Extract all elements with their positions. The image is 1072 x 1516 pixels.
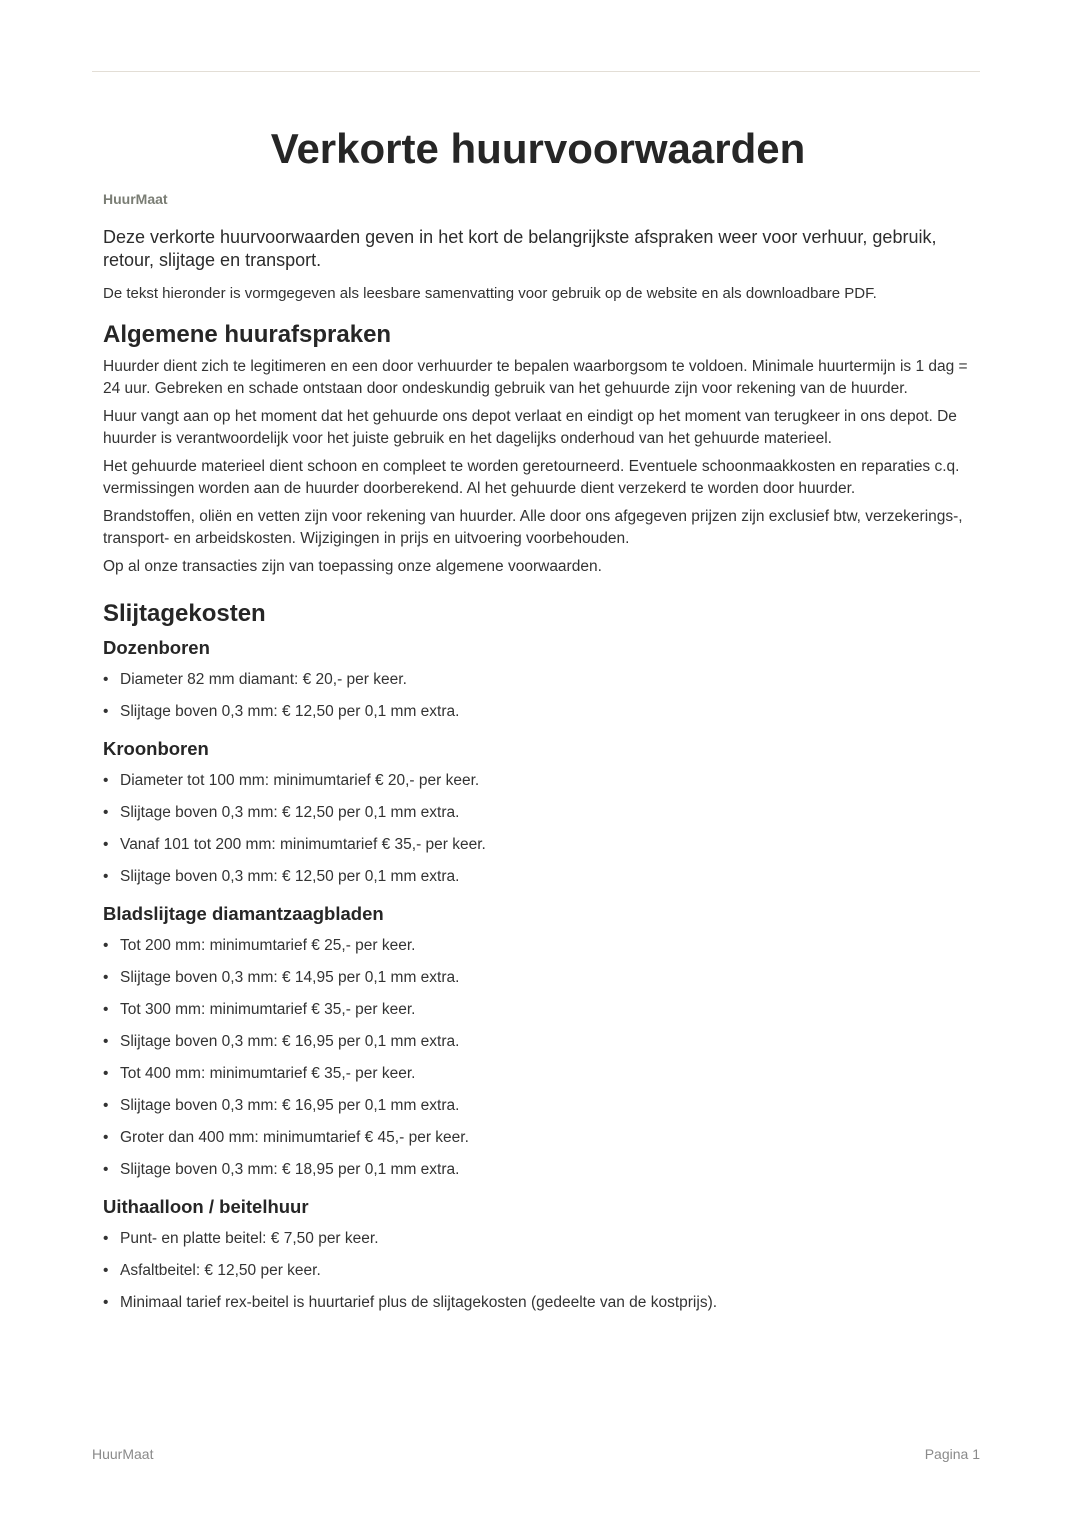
item-list-dozenboren: [103, 664, 973, 728]
intro-note: De tekst hieronder is vormgegeven als leesbare samenvatting voor gebruik op de website en als downloadbare PDF.: [103, 285, 877, 302]
bullet-icon: •: [103, 1000, 109, 1018]
section-heading-general: Algemene huurafspraken: [103, 321, 392, 348]
list-item: [103, 664, 973, 696]
bullet-icon: •: [103, 968, 109, 986]
list-item-text: Tot 300 mm: minimumtarief € 35,- per keer.: [120, 1000, 416, 1018]
subsection-heading-dozenboren: Dozenboren: [103, 636, 210, 658]
list-item-text: Slijtage boven 0,3 mm: € 16,95 per 0,1 mm extra.: [120, 1096, 460, 1114]
section-heading-wear-costs: Slijtagekosten: [103, 599, 266, 627]
page-number: Pagina 1: [924, 1446, 980, 1462]
list-item-text: Asfaltbeitel: € 12,50 per keer.: [120, 1261, 321, 1279]
paragraph: Brandstoffen, oliën en vetten zijn voor rekening van huurder. Alle door ons afgegeven prijzen zijn exclusief btw, verzekerings-, transport- en arbeidskosten. Wijzigingen in prijs en uitvoering voorbehouden.: [103, 508, 963, 547]
list-item-text: Slijtage boven 0,3 mm: € 14,95 per 0,1 mm extra.: [120, 968, 460, 986]
list-item: [103, 1058, 973, 1090]
bullet-icon: •: [103, 1128, 109, 1146]
bullet-icon: •: [103, 1064, 109, 1082]
header-divider: [92, 71, 980, 72]
list-item-text: Diameter tot 100 mm: minimumtarief € 20,- per keer.: [120, 771, 480, 789]
bullet-icon: •: [103, 771, 109, 789]
list-item-text: Slijtage boven 0,3 mm: € 12,50 per 0,1 mm extra.: [120, 803, 460, 821]
item-list-kroonboren: [103, 765, 973, 893]
bullet-icon: •: [103, 1032, 109, 1050]
list-item: [103, 994, 973, 1026]
paragraph: Het gehuurde materieel dient schoon en compleet te worden geretourneerd. Eventuele schoonmaakkosten en reparaties c.q. vermissingen worden aan de huurder doorberekend. Al het gehuurde dient verzekerd te worden door huurder.: [103, 458, 960, 497]
list-item: [103, 1026, 973, 1058]
list-item: [103, 1090, 973, 1122]
brand-name: HuurMaat: [103, 191, 168, 207]
document-body: [103, 123, 973, 1319]
list-item-text: Punt- en platte beitel: € 7,50 per keer.: [120, 1229, 379, 1247]
list-item: [103, 1122, 973, 1154]
list-item: [103, 797, 973, 829]
bullet-icon: •: [103, 1160, 109, 1178]
list-item-text: Slijtage boven 0,3 mm: € 12,50 per 0,1 mm extra.: [120, 867, 460, 885]
list-item-text: Slijtage boven 0,3 mm: € 18,95 per 0,1 mm extra.: [120, 1160, 460, 1178]
list-item-text: Tot 200 mm: minimumtarief € 25,- per keer.: [120, 936, 416, 954]
page-title: Verkorte huurvoorwaarden: [270, 125, 806, 172]
list-item-text: Minimaal tarief rex-beitel is huurtarief plus de slijtagekosten (gedeelte van de kostprijs).: [120, 1293, 718, 1311]
bullet-icon: •: [103, 670, 109, 688]
list-item-text: Groter dan 400 mm: minimumtarief € 45,- per keer.: [120, 1128, 469, 1146]
list-item: [103, 1287, 973, 1319]
footer-brand: HuurMaat: [92, 1446, 154, 1462]
bullet-icon: •: [103, 1229, 109, 1247]
list-item-text: Slijtage boven 0,3 mm: € 16,95 per 0,1 mm extra.: [120, 1032, 460, 1050]
paragraph: Huurder dient zich te legitimeren en een door verhuurder te bepalen waarborgsom te voldoen. Minimale huurtermijn is 1 dag = 24 uur. Gebreken en schade ontstaan door ondeskundig gebruik van het gehuurde zijn voor rekening van de huurder.: [103, 358, 968, 397]
list-item-text: Slijtage boven 0,3 mm: € 12,50 per 0,1 mm extra.: [120, 702, 460, 720]
list-item: [103, 1154, 973, 1186]
list-item: [103, 861, 973, 893]
list-item: [103, 765, 973, 797]
paragraph: Huur vangt aan op het moment dat het gehuurde ons depot verlaat en eindigt op het moment van terugkeer in ons depot. De huurder is verantwoordelijk voor het juiste gebruik en het dagelijks onderhoud van het gehuurde materieel.: [103, 408, 957, 447]
item-list-chisel-hire: [103, 1223, 973, 1319]
bullet-icon: •: [103, 1261, 109, 1279]
item-list-saw-blades: [103, 930, 973, 1186]
list-item: [103, 829, 973, 861]
bullet-icon: •: [103, 936, 109, 954]
paragraph: Op al onze transacties zijn van toepassing onze algemene voorwaarden.: [103, 558, 602, 575]
subsection-heading-chisel-hire: Uithaalloon / beitelhuur: [103, 1195, 309, 1217]
bullet-icon: •: [103, 867, 109, 885]
list-item: [103, 1223, 973, 1255]
list-item: [103, 930, 973, 962]
list-item: [103, 1255, 973, 1287]
list-item-text: Diameter 82 mm diamant: € 20,- per keer.: [120, 670, 407, 688]
bullet-icon: •: [103, 1293, 109, 1311]
bullet-icon: •: [103, 1096, 109, 1114]
list-item-text: Tot 400 mm: minimumtarief € 35,- per keer.: [120, 1064, 416, 1082]
list-item: [103, 696, 973, 728]
bullet-icon: •: [103, 835, 109, 853]
intro-lead: Deze verkorte huurvoorwaarden geven in het kort de belangrijkste afspraken weer voor verhuur, gebruik, retour, slijtage en transport.: [103, 227, 937, 270]
subsection-heading-kroonboren: Kroonboren: [103, 737, 209, 759]
list-item-text: Vanaf 101 tot 200 mm: minimumtarief € 35,- per keer.: [120, 835, 486, 853]
bullet-icon: •: [103, 702, 109, 720]
subsection-heading-saw-blades: Bladslijtage diamantzaagbladen: [103, 902, 384, 924]
list-item: [103, 962, 973, 994]
bullet-icon: •: [103, 803, 109, 821]
